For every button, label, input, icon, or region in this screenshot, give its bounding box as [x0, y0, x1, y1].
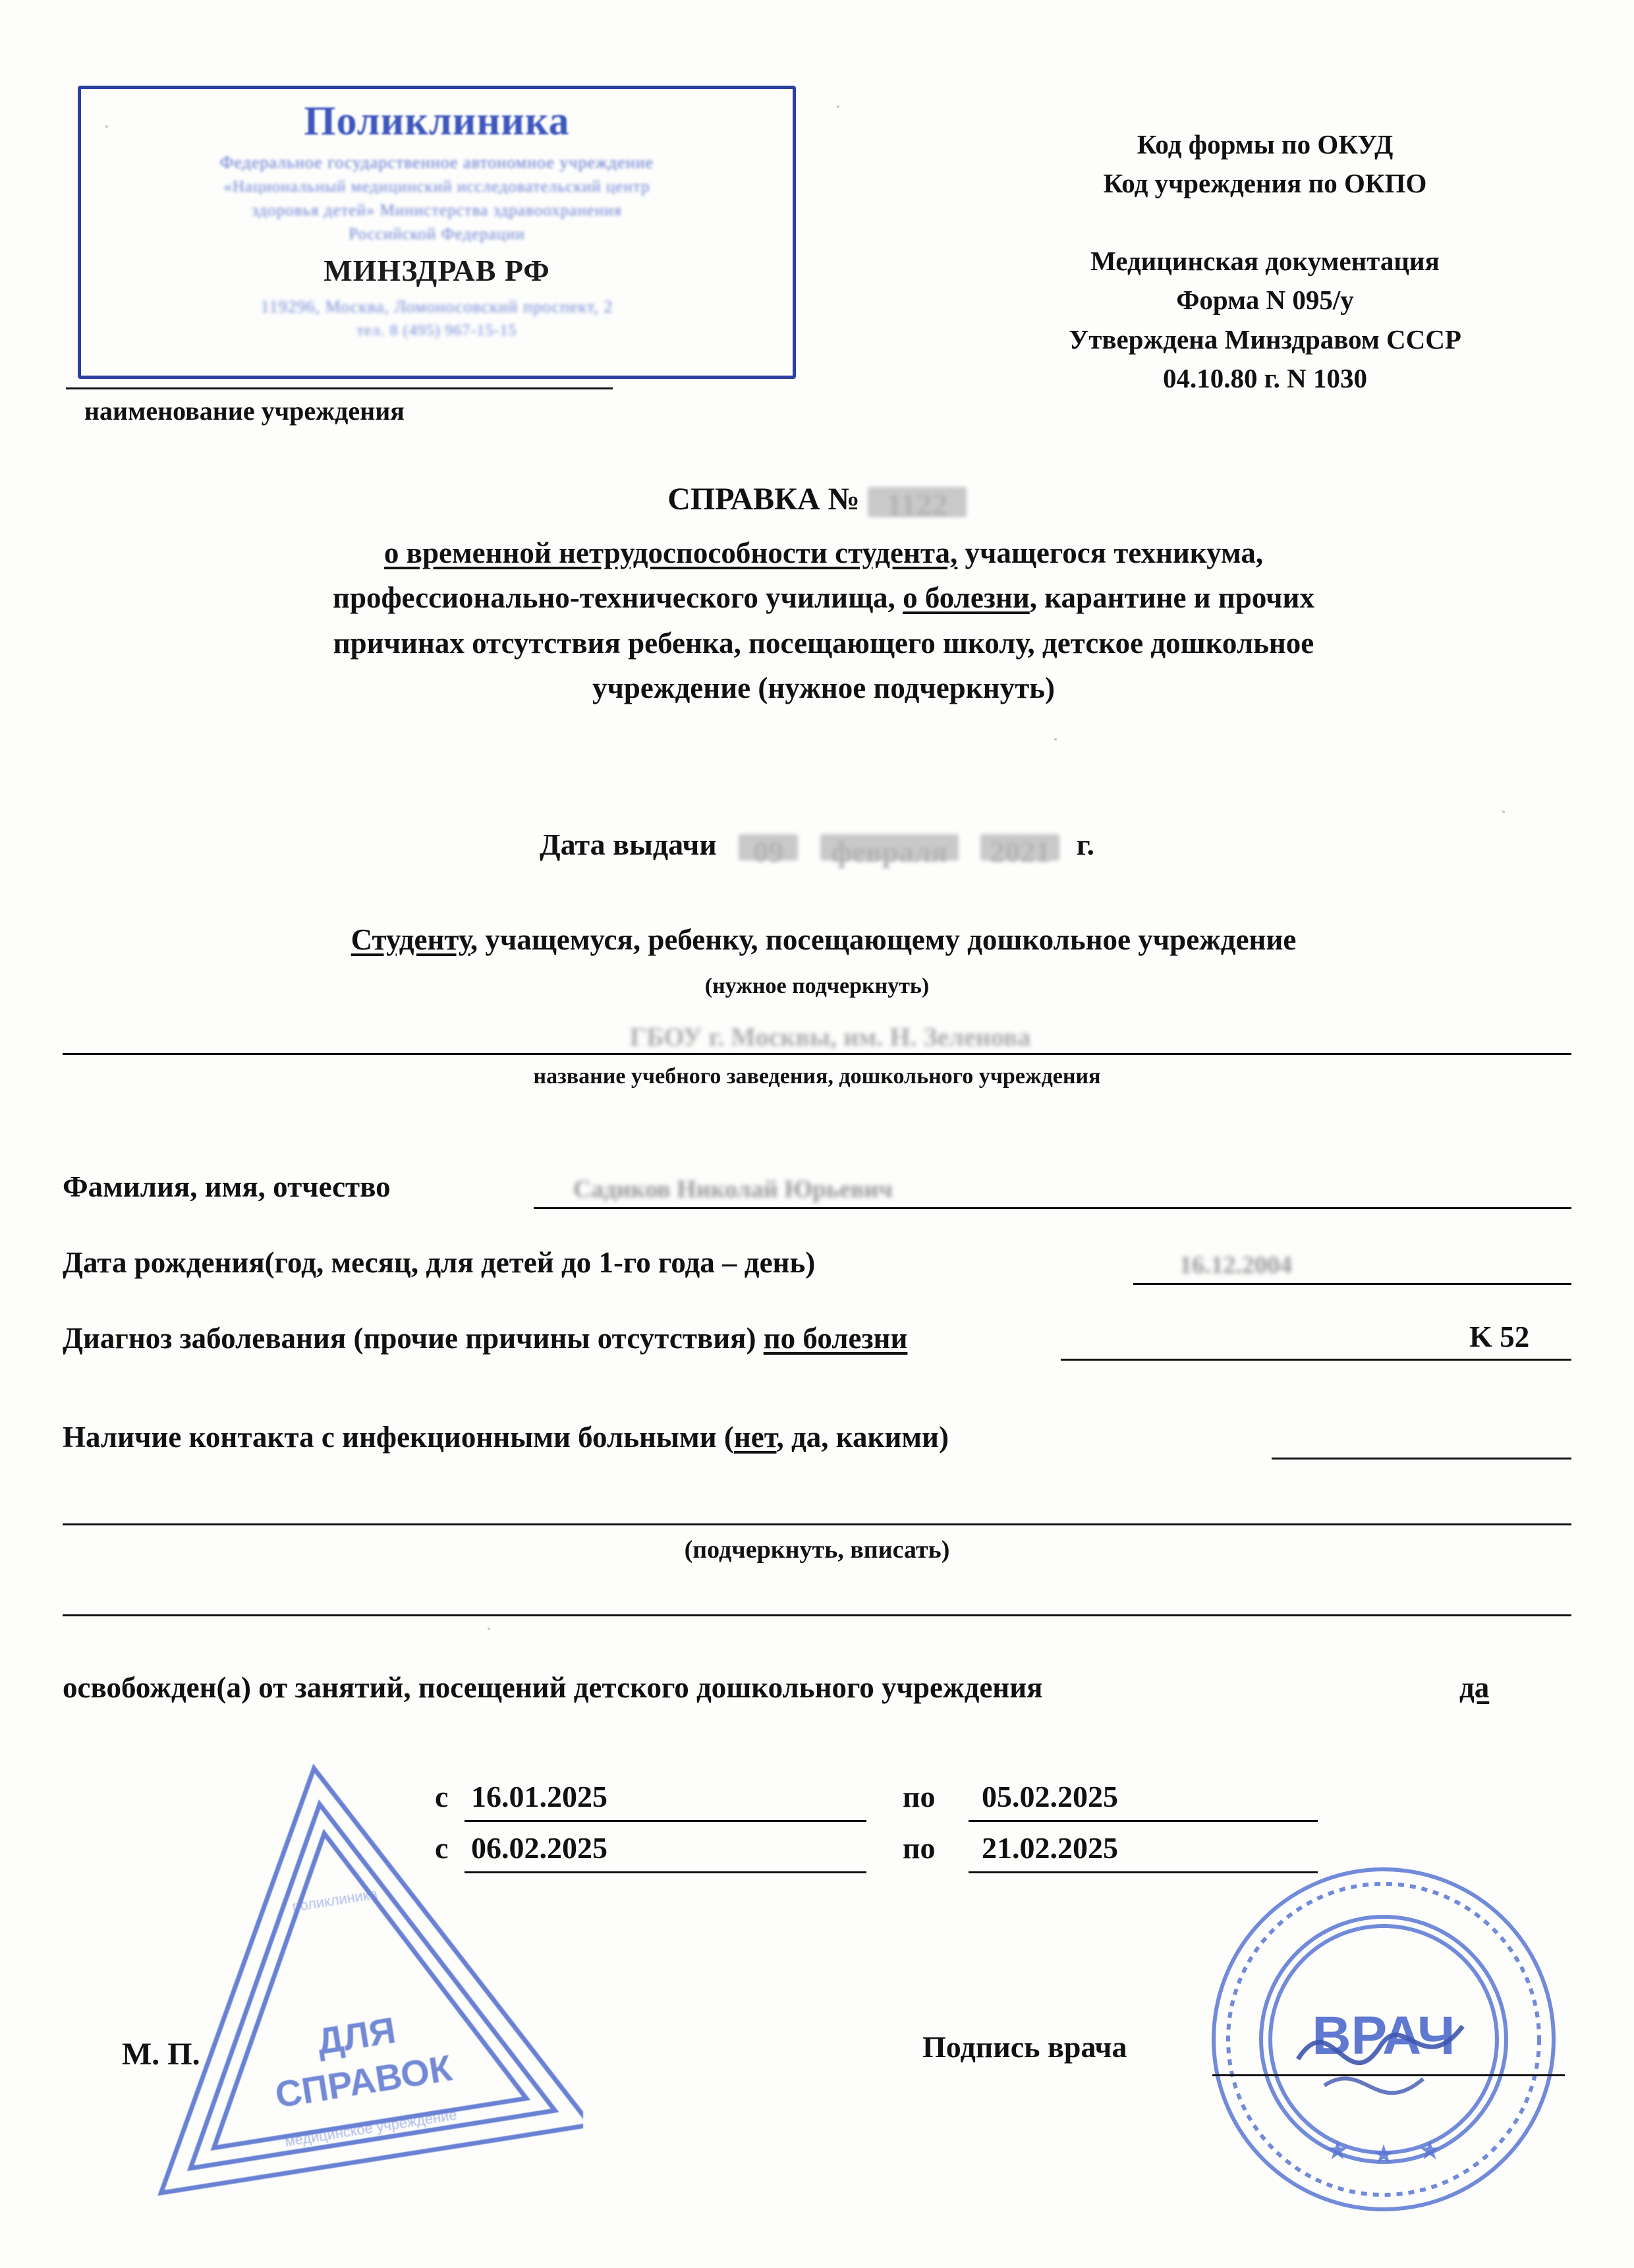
triangle-seal-line2: СПРАВОК: [272, 2047, 455, 2116]
diagnosis-label: [63, 1321, 907, 1355]
birthdate-label: Дата рождения(год, месяц, для детей до 1-го года – день): [63, 1246, 816, 1279]
issue-date-day: 09: [739, 834, 798, 861]
fio-value: Садиков Николай Юрьевич: [573, 1176, 893, 1203]
diagnosis-rule: [1061, 1359, 1571, 1361]
institution-rule: [66, 387, 613, 389]
triangle-seal: [109, 1740, 583, 2201]
school-caption: название учебного заведения, дошкольного учреждения: [533, 1064, 1101, 1089]
doctor-seal: [1206, 1861, 1562, 2217]
title-line2-underlined: о болезни: [903, 581, 1030, 615]
period1-to-rule: [969, 1820, 1318, 1822]
period2-from-label: с: [435, 1831, 449, 1865]
contact-rule: [1272, 1458, 1571, 1460]
clinic-stamp-phone: тел. 8 (495) 967-15-15: [356, 322, 517, 339]
title-line4: учреждение (нужное подчеркнуть): [592, 671, 1055, 705]
recipient-underlined: Студенту: [351, 923, 470, 956]
period1-to-label: по: [903, 1780, 936, 1813]
okud-label: Код формы по ОКУД: [1137, 129, 1394, 159]
fio-rule: [534, 1207, 1571, 1209]
contact-label-text: Наличие контакта с инфекционными больными (: [63, 1421, 734, 1454]
svg-text:медицинское учреждение: медицинское учреждение: [283, 2106, 459, 2150]
clinic-stamp-line1: Федеральное государственное автономное учреждение: [219, 153, 654, 172]
title-description: [145, 530, 1502, 711]
contact-rule-2: [63, 1523, 1571, 1525]
spravka-label: СПРАВКА №: [667, 482, 860, 517]
page-title: [0, 481, 1634, 523]
contact-label: [63, 1420, 949, 1454]
issue-date-year: 2021: [980, 834, 1059, 861]
clinic-stamp-line4: Российской Федерации: [349, 225, 525, 243]
school-rule: [63, 1053, 1571, 1055]
signature-label: Подпись врача: [922, 2030, 1127, 2064]
diagnosis-code: K 52: [1469, 1320, 1530, 1353]
period1-from-value: 16.01.2025: [471, 1780, 607, 1813]
issue-date-label: Дата выдачи: [540, 828, 717, 861]
clinic-stamp-title: Поликлиника: [304, 99, 570, 144]
doc-type: Медицинская документация: [1090, 245, 1440, 276]
clinic-stamp-line2: «Национальный медицинский исследовательский центр: [223, 178, 650, 196]
recipient-rest: , учащемуся, ребенку, посещающему дошкольное учреждение: [470, 923, 1297, 956]
form-header-right: [936, 125, 1594, 399]
svg-text:★: ★: [1326, 2136, 1349, 2165]
contact-rest: , да, какими): [776, 1421, 949, 1454]
approved-by: Утверждена Минздравом СССР: [1069, 324, 1461, 354]
title-line1-underlined: о временной нетрудоспособности студента,: [383, 536, 958, 569]
svg-text:★: ★: [1418, 2136, 1442, 2165]
title-line2-b: , карантине и прочих: [1029, 581, 1314, 615]
svg-text:поликлиника: поликлиника: [291, 1885, 379, 1915]
contact-no: нет: [733, 1421, 777, 1454]
underline-hint: (подчеркнуть, вписать): [684, 1536, 950, 1564]
school-value: ГБОУ г. Москвы, им. Н. Зеленова: [629, 1022, 1031, 1052]
clinic-stamp-line3: здоровья детей» Министерства здравоохранения: [252, 202, 622, 219]
svg-text:★: ★: [1372, 2140, 1395, 2169]
title-line1-rest: учащегося техникума,: [957, 536, 1264, 569]
title-line3: причинах отсутствия ребенка, посещающего школу, детское дошкольное: [333, 626, 1314, 660]
release-value: да: [1459, 1671, 1490, 1704]
triangle-seal-line1: ДЛЯ: [314, 2008, 399, 2062]
birthdate-rule: [1133, 1283, 1571, 1285]
spravka-number: 1122: [868, 487, 967, 517]
diagnosis-label-text: Диагноз заболевания (прочие причины отсутствия): [63, 1322, 756, 1355]
period2-to-value: 21.02.2025: [982, 1831, 1118, 1865]
clinic-stamp-address: 119296, Москва, Ломоносовский проспект, 2: [260, 297, 613, 316]
fio-label: Фамилия, имя, отчество: [63, 1170, 391, 1203]
period1-to-value: 05.02.2025: [982, 1780, 1118, 1813]
title-line2-a: профессионально-технического училища,: [333, 581, 903, 615]
okpo-label: Код учреждения по ОКПО: [1103, 168, 1427, 199]
recipient-row: [158, 922, 1489, 957]
diagnosis-underlined: по болезни: [763, 1322, 908, 1355]
mp-label: М. П.: [122, 2037, 200, 2072]
clinic-stamp: [78, 86, 796, 379]
doctor-seal-text: ВРАЧ: [1312, 2006, 1455, 2066]
period2-to-label: по: [903, 1831, 936, 1865]
issue-date-suffix: г.: [1076, 828, 1094, 861]
contact-rule-3: [63, 1614, 1571, 1616]
release-label: освобожден(а) от занятий, посещений детского дошкольного учреждения: [63, 1671, 1043, 1704]
period1-from-label: с: [435, 1780, 449, 1813]
recipient-hint: (нужное подчеркнуть): [704, 974, 930, 998]
clinic-stamp-ministry: МИНЗДРАВ РФ: [324, 254, 550, 287]
period2-from-value: 06.02.2025: [471, 1831, 607, 1865]
issue-date-month: февраля: [820, 834, 959, 861]
birthdate-value: 16.12.2004: [1179, 1251, 1292, 1279]
form-number: Форма N 095/у: [1176, 285, 1354, 316]
institution-caption: наименование учреждения: [84, 396, 405, 426]
issue-date-row: [0, 827, 1634, 869]
signature-rule: [1212, 2074, 1565, 2076]
approved-date: 04.10.80 г. N 1030: [1162, 363, 1368, 394]
